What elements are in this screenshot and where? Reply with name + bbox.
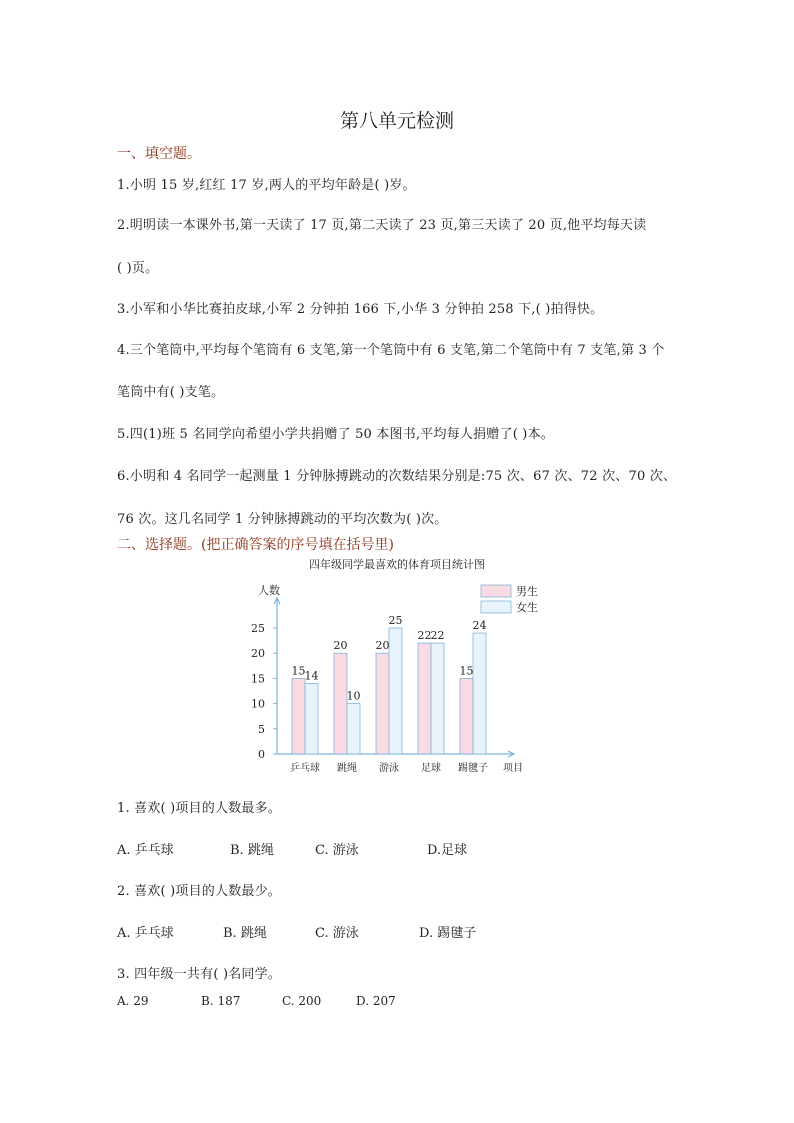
y-tick-label: 20: [251, 647, 265, 661]
option-d: D.足球: [427, 843, 468, 858]
bar: [473, 633, 486, 754]
bar-value-label: 22: [417, 629, 432, 643]
question-6-line-1: 6.小明和 4 名同学一起测量 1 分钟脉搏跳动的次数结果分别是:75 次、67 次、72 次、70 次、: [117, 469, 677, 484]
chart-title: 四年级同学最喜欢的体育项目统计图: [309, 558, 485, 571]
option-a: A. 乒乓球: [117, 926, 174, 941]
option-d: D. 207: [356, 994, 396, 1008]
bar-value-label: 15: [291, 664, 306, 678]
bar-value-label: 20: [375, 639, 390, 653]
question-2-line-1: 2.明明读一本课外书,第一天读了 17 页,第二天读了 23 页,第三天读了 20 页,他平均每天读: [117, 218, 647, 233]
option-b: B. 跳绳: [223, 926, 267, 941]
bar: [460, 678, 473, 754]
bar-value-label: 10: [346, 689, 361, 703]
bar: [292, 678, 305, 754]
choice-question-1: 1. 喜欢( )项目的人数最多。: [117, 801, 282, 816]
x-category-label: 足球: [421, 763, 441, 774]
question-3: 3.小军和小华比赛拍皮球,小军 2 分钟拍 166 下,小华 3 分钟拍 258 下,( )拍得快。: [117, 302, 604, 317]
option-a: A. 乒乓球: [117, 843, 174, 858]
legend-label: 女生: [516, 601, 538, 614]
y-tick-label: 5: [258, 722, 265, 736]
y-tick-label: 0: [258, 748, 265, 761]
question-6-line-2: 76 次。这几名同学 1 分钟脉搏跳动的平均次数为( )次。: [117, 512, 448, 527]
chart-y-axis-label: 人数: [258, 584, 280, 597]
legend-swatch: [481, 585, 511, 597]
y-tick-label: 10: [251, 697, 265, 711]
bar: [431, 643, 444, 754]
y-tick-label: 15: [251, 672, 265, 686]
x-category-label: 游泳: [379, 763, 399, 774]
chart-x-axis-label: 项目: [503, 763, 523, 774]
section-fill-blank-heading: 一、填空题。: [117, 146, 201, 162]
bar-value-label: 24: [472, 619, 487, 633]
choice-question-3: 3. 四年级一共有( )名同学。: [117, 967, 282, 982]
option-d: D. 踢毽子: [419, 926, 477, 941]
chart-legend: [481, 584, 538, 614]
x-category-label: 跳绳: [337, 763, 357, 774]
choice-question-1-options: [117, 839, 467, 858]
option-c: C. 200: [282, 994, 322, 1008]
bar-value-label: 25: [388, 614, 403, 627]
bar-value-label: 14: [304, 669, 319, 683]
y-tick-label: 25: [251, 622, 265, 635]
question-5: 5.四(1)班 5 名同学向希望小学共捐赠了 50 本图书,平均每人捐赠了( )本。: [117, 427, 554, 442]
legend-label: 男生: [516, 585, 538, 598]
bar: [305, 683, 318, 754]
option-b: B. 跳绳: [230, 843, 274, 858]
question-1: 1.小明 15 岁,红红 17 岁,两人的平均年龄是( )岁。: [117, 178, 416, 193]
choice-question-2: 2. 喜欢( )项目的人数最少。: [117, 884, 282, 899]
option-a: A. 29: [117, 994, 149, 1008]
choice-question-2-options: [117, 922, 476, 941]
x-category-label: 乒乓球: [290, 763, 320, 774]
bar-value-label: 22: [430, 629, 445, 643]
bar: [376, 653, 389, 754]
x-category-label: 踢毽子: [458, 763, 488, 774]
page-title: 第八单元检测: [339, 110, 454, 132]
question-4-line-1: 4.三个笔筒中,平均每个笔筒有 6 支笔,第一个笔筒中有 6 支笔,第二个笔筒中有 7 支笔,第 3 个: [117, 343, 665, 358]
section-choice-heading: 二、选择题。(把正确答案的序号填在括号里): [117, 537, 394, 553]
bar: [418, 643, 431, 754]
option-c: C. 游泳: [315, 926, 359, 941]
option-b: B. 187: [201, 994, 241, 1008]
bar-value-label: 15: [459, 664, 474, 678]
legend-swatch: [481, 601, 511, 613]
question-4-line-2: 笔筒中有( )支笔。: [117, 385, 225, 400]
choice-question-3-options: [117, 994, 396, 1008]
question-2-line-2: ( )页。: [117, 261, 159, 276]
bar: [347, 704, 360, 754]
bar-value-label: 20: [333, 639, 348, 653]
chart-bars: [290, 614, 488, 774]
bar: [334, 653, 347, 754]
option-c: C. 游泳: [315, 843, 359, 858]
bar: [389, 628, 402, 754]
